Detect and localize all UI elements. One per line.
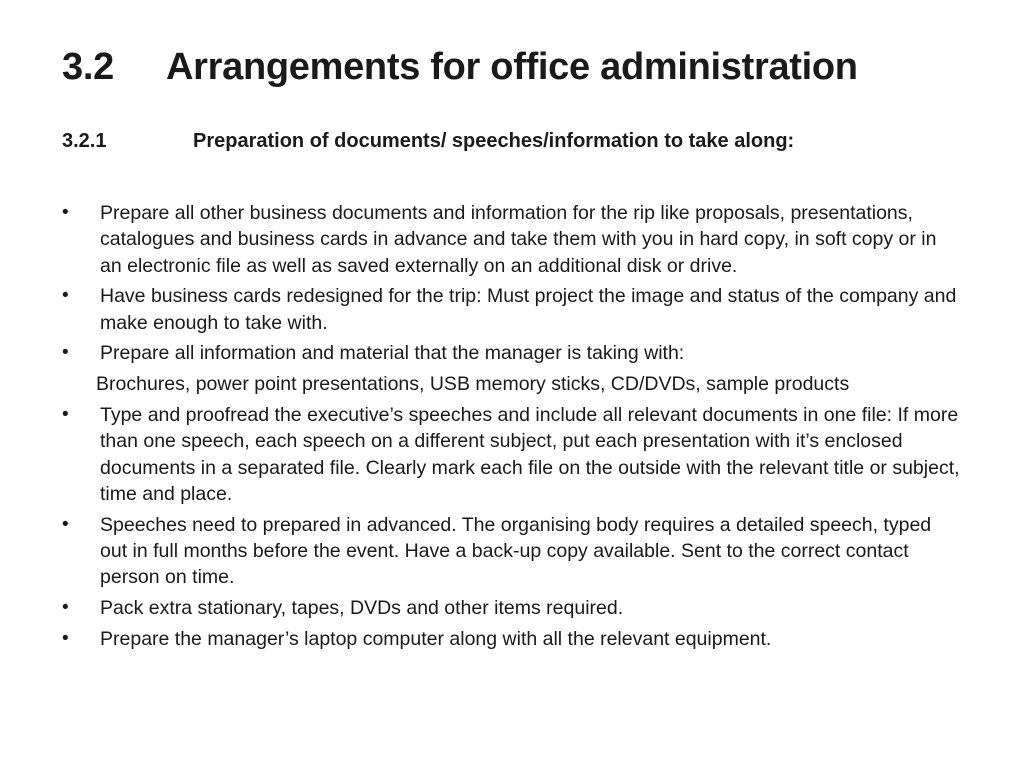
bullet-icon: • — [62, 285, 69, 307]
bullet-icon: • — [62, 404, 69, 426]
section-heading-text: Preparation of documents/ speeches/information to take along: — [193, 130, 795, 152]
bullet-list — [62, 200, 962, 657]
bullet-item — [62, 340, 962, 366]
bullet-text: Have business cards redesigned for the trip: Must project the image and status of the company and make enough to take with. — [100, 285, 957, 334]
bullet-text: Pack extra stationary, tapes, DVDs and other items required. — [100, 597, 624, 620]
bullet-text: Prepare all other business documents and information for the rip like proposals, presentations, catalogues and business cards in advance and take them with you in hard copy, in soft copy or in an electronic file as well as saved externally on an additional disk or drive. — [100, 202, 937, 277]
section-number: 3.2.1 — [62, 130, 107, 152]
bullet-icon: • — [62, 627, 69, 649]
bullet-item — [62, 283, 962, 336]
title-number: 3.2 — [62, 46, 114, 88]
slide-title — [62, 46, 858, 89]
bullet-icon: • — [62, 597, 69, 619]
bullet-icon: • — [62, 342, 69, 364]
bullet-item — [62, 200, 962, 279]
indented-materials-line: Brochures, power point presentations, USB memory sticks, CD/DVDs, sample products — [96, 373, 850, 396]
bullet-text: Speeches need to prepared in advanced. The organising body requires a detailed speech, typed out in full months before the event. Have a back-up copy available. Sent to the correct contact person on time. — [100, 513, 932, 589]
title-text: Arrangements for office administration — [166, 46, 858, 88]
bullet-item — [62, 512, 962, 591]
bullet-icon: • — [62, 513, 69, 535]
section-heading — [62, 130, 794, 153]
bullet-item — [62, 595, 962, 621]
bullet-text: Prepare all information and material that the manager is taking with: — [100, 342, 685, 365]
bullet-item — [62, 402, 962, 507]
bullet-icon: • — [62, 202, 69, 223]
bullet-text: Type and proofread the executive’s speeches and include all relevant documents in one file: If more than one speech, each speech on a different subject, put each presentation with it’s enclosed documents in a separated file. Clearly mark each file on the outside with the relevant title or subject, time and place. — [100, 404, 960, 505]
bullet-item — [62, 626, 962, 652]
bullet-text: Prepare the manager’s laptop computer along with all the relevant equipment. — [100, 627, 772, 650]
